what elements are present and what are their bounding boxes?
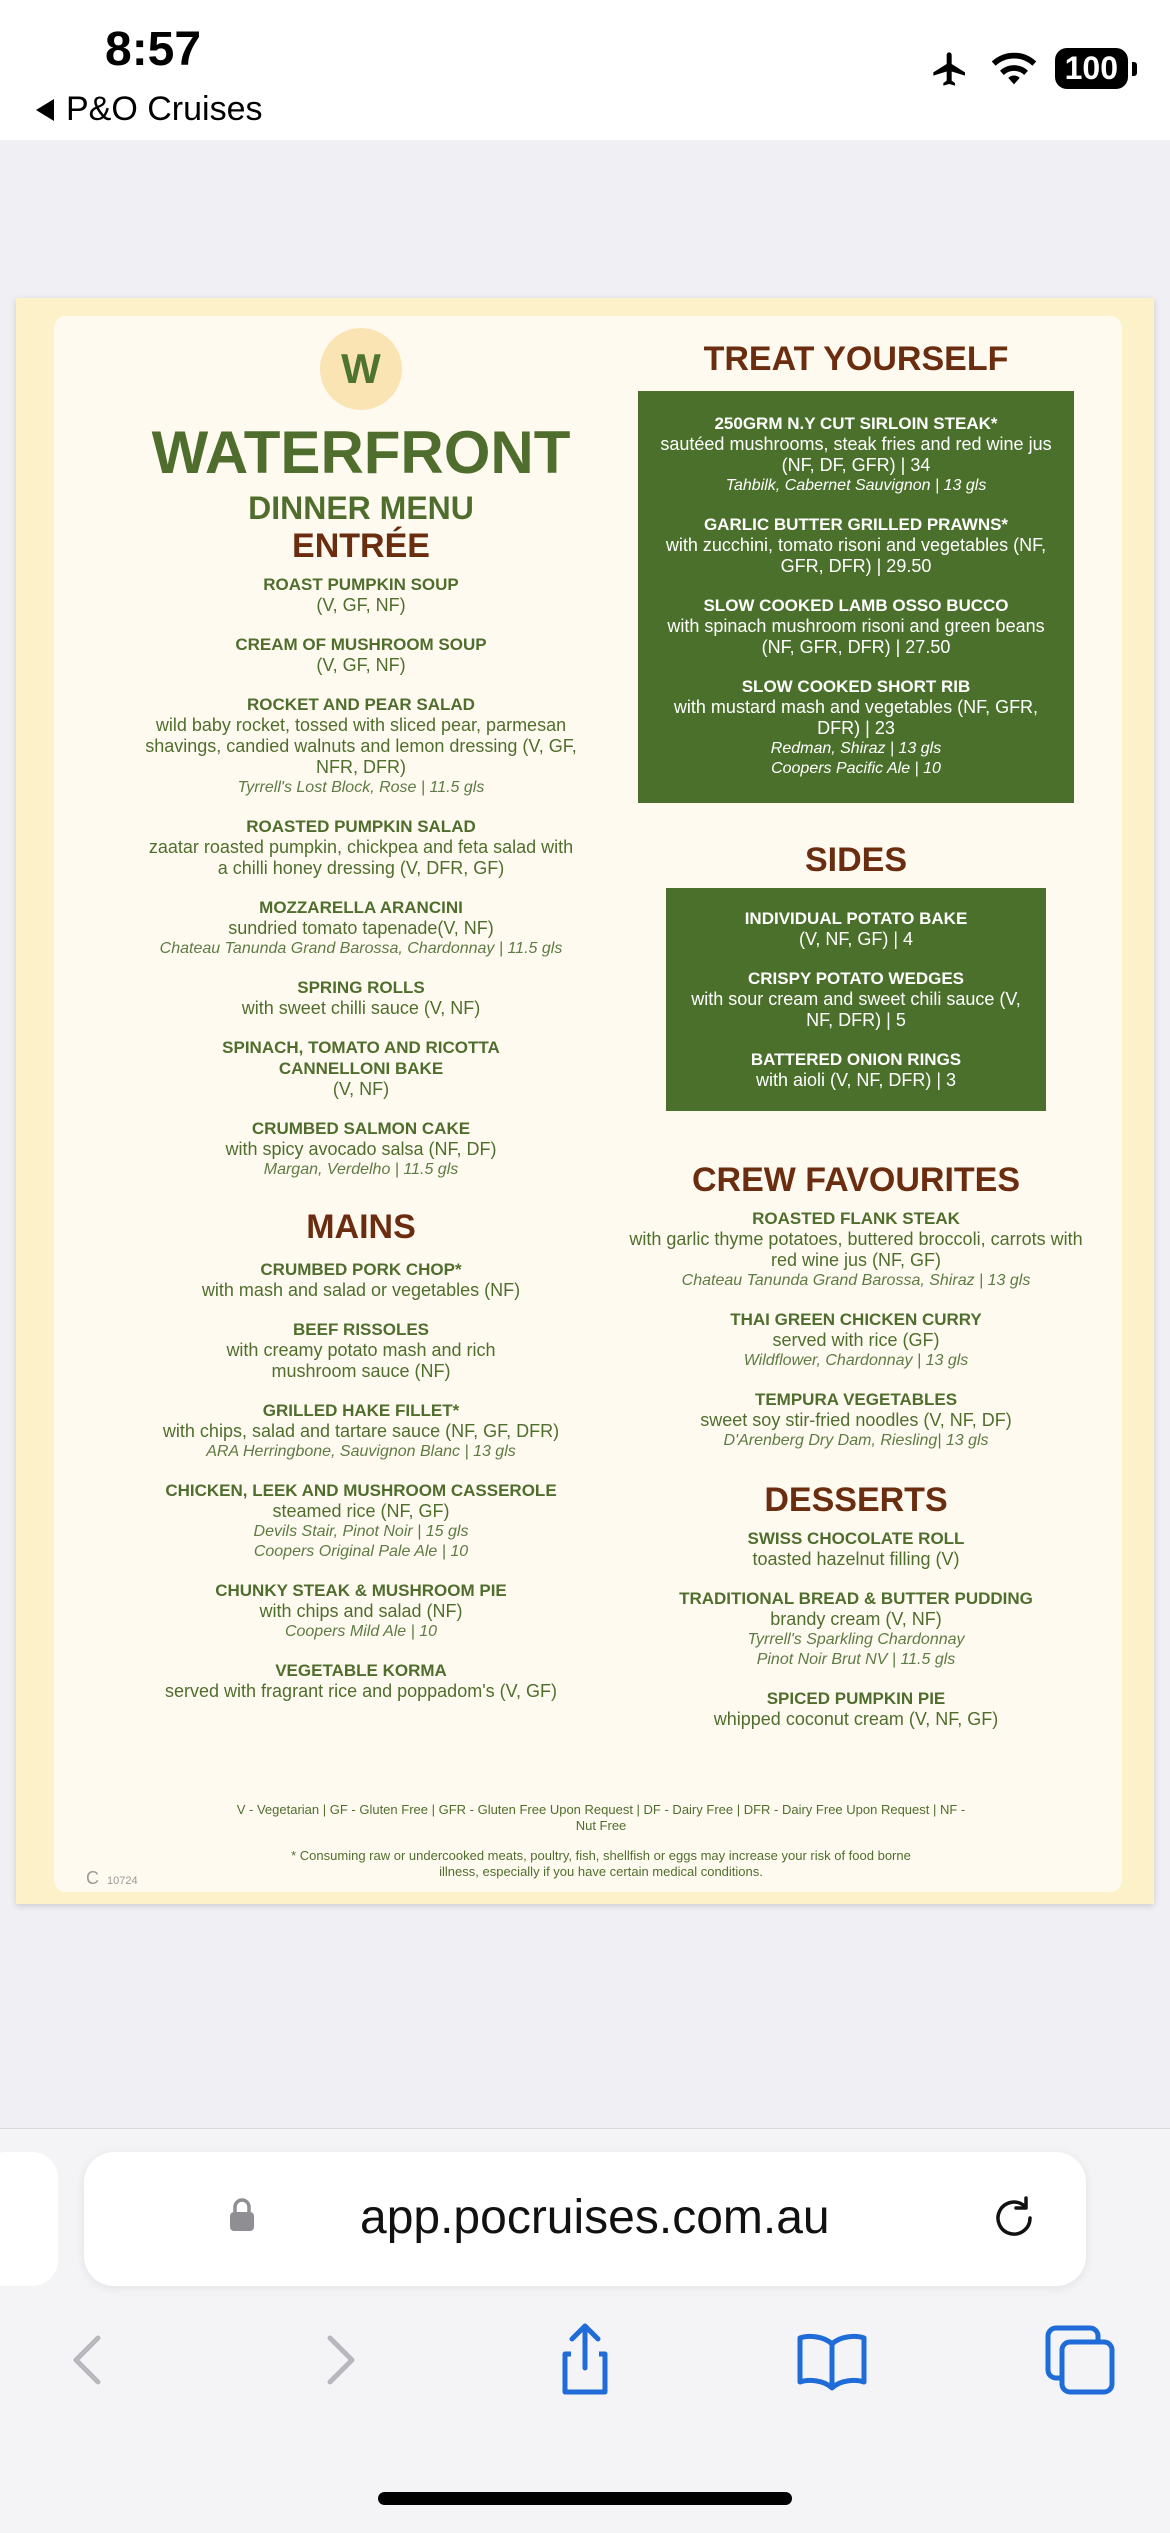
desserts-heading: DESSERTS [764, 1481, 948, 1519]
menu-item [76, 1118, 646, 1180]
menu-item [626, 1588, 1086, 1670]
treat-box [638, 391, 1074, 803]
wine-pairing: Tyrrell's Sparkling Chardonnay [747, 1631, 965, 1648]
menu-code-letter: C [86, 1868, 99, 1888]
item-name: CRUMBED SALMON CAKE [251, 1119, 471, 1138]
menu-item [626, 1208, 1086, 1291]
wine-pairing: Wildflower, Chardonnay | 13 gls [743, 1352, 969, 1369]
item-desc: with mash and salad or vegetables (NF) [201, 1280, 521, 1300]
item-desc: steamed rice (NF, GF) [272, 1501, 450, 1521]
sides-heading: SIDES [804, 841, 908, 879]
item-name: CRUMBED PORK CHOP* [260, 1260, 462, 1279]
back-app-label: P&O Cruises [66, 90, 263, 128]
bookmarks-icon[interactable] [792, 2320, 872, 2400]
menu-item [76, 1580, 646, 1642]
menu-code-number: 10724 [107, 1875, 138, 1887]
item-desc: with spicy avocado salsa (NF, DF) [225, 1139, 497, 1159]
wifi-icon [991, 51, 1037, 87]
menu-item [76, 1480, 646, 1562]
wine-pairing: ARA Herringbone, Sauvignon Blanc | 13 gls [206, 1443, 516, 1460]
item-name: CRISPY POTATO WEDGES [748, 969, 964, 988]
battery-indicator: 100 [1055, 48, 1128, 89]
item-name: GRILLED HAKE FILLET* [262, 1401, 460, 1420]
item-desc: (V, GF, NF) [316, 595, 406, 615]
item-desc: (V, NF) [332, 1079, 390, 1099]
forward-icon[interactable] [300, 2320, 380, 2400]
item-name: SPRING ROLLS [297, 978, 425, 997]
treat-heading: TREAT YOURSELF [703, 340, 1009, 378]
mains-heading: MAINS [306, 1208, 416, 1246]
menu-image [16, 298, 1154, 1904]
status-bar [0, 0, 1170, 140]
item-name: SPICED PUMPKIN PIE [766, 1689, 946, 1708]
item-name: SLOW COOKED LAMB OSSO BUCCO [703, 596, 1009, 615]
item-desc: with chips and salad (NF) [259, 1601, 463, 1621]
item-name: CHUNKY STEAK & MUSHROOM PIE [215, 1581, 507, 1600]
item-name: TRADITIONAL BREAD & BUTTER PUDDING [679, 1589, 1033, 1608]
menu-item [76, 574, 646, 616]
menu-item [658, 413, 1054, 496]
item-name: CREAM OF MUSHROOM SOUP [235, 635, 487, 654]
item-desc: with zucchini, tomato risoni and vegetables (NF, GFR, DFR) | 29.50 [665, 535, 1047, 576]
item-desc: with chips, salad and tartare sauce (NF, GF, DFR) [162, 1421, 560, 1441]
menu-item [76, 897, 646, 959]
menu-item [76, 1259, 646, 1301]
item-name: SLOW COOKED SHORT RIB [741, 677, 971, 696]
waterfront-logo [320, 328, 402, 410]
wine-pairing: Tyrrell's Lost Block, Rose | 11.5 gls [237, 779, 485, 796]
wine-pairing: Devils Stair, Pinot Noir | 15 gls [253, 1523, 469, 1540]
item-name: ROCKET AND PEAR SALAD [247, 695, 475, 714]
crew-heading: CREW FAVOURITES [691, 1161, 1021, 1199]
home-indicator [378, 2492, 792, 2505]
item-desc: with sour cream and sweet chili sauce (V, NF, DFR) | 5 [691, 989, 1021, 1030]
menu-item [76, 1400, 646, 1462]
item-desc: (V, NF, GF) | 4 [798, 929, 914, 949]
item-name: ROAST PUMPKIN SOUP [263, 575, 459, 594]
menu-left-column [76, 328, 646, 1702]
beer-pairing: Coopers Pacific Ale | 10 [771, 760, 941, 777]
wine-pairing-2: Pinot Noir Brut NV | 11.5 gls [756, 1651, 956, 1668]
menu-item [76, 1319, 646, 1382]
menu-item [626, 1389, 1086, 1451]
menu-item [676, 1049, 1036, 1091]
menu-item [676, 908, 1036, 950]
item-name: SWISS CHOCOLATE ROLL [747, 1529, 965, 1548]
back-triangle-icon [36, 99, 54, 121]
item-desc: sundried tomato tapenade(V, NF) [228, 918, 494, 938]
item-desc: with spinach mushroom risoni and green beans (NF, GFR, DFR) | 27.50 [667, 616, 1045, 657]
item-name: CHICKEN, LEEK AND MUSHROOM CASSEROLE [165, 1481, 557, 1500]
item-desc: brandy cream (V, NF) [770, 1609, 942, 1629]
back-to-app-link[interactable] [36, 90, 263, 129]
menu-item [658, 676, 1054, 779]
logo-letter: W [341, 345, 381, 392]
menu-item [626, 1309, 1086, 1371]
reload-icon[interactable] [990, 2194, 1038, 2242]
url-text[interactable]: app.pocruises.com.au [360, 2191, 830, 2244]
item-desc: wild baby rocket, tossed with sliced pear, parmesan shavings, candied walnuts and lemon dressing (V, GF, NFR, DFR) [145, 715, 577, 777]
item-desc: (V, GF, NF) [316, 655, 406, 675]
beer-pairing: Coopers Mild Ale | 10 [284, 1623, 438, 1640]
status-time: 8:57 [105, 23, 202, 76]
menu-item [76, 1037, 646, 1100]
item-name: BEEF RISSOLES [292, 1320, 430, 1339]
item-desc: with aioli (V, NF, DFR) | 3 [755, 1070, 957, 1090]
wine-pairing: Redman, Shiraz | 13 gls [770, 740, 942, 757]
item-name: TEMPURA VEGETABLES [754, 1390, 958, 1409]
menu-item [626, 1528, 1086, 1570]
item-desc: zaatar roasted pumpkin, chickpea and feta salad with a chilli honey dressing (V, DFR, GF) [148, 837, 574, 878]
airplane-icon [927, 49, 973, 89]
beer-pairing: Coopers Original Pale Ale | 10 [253, 1543, 469, 1560]
previous-tab-preview[interactable] [0, 2152, 58, 2286]
status-icons [927, 48, 1128, 89]
item-name: ROASTED FLANK STEAK [752, 1209, 960, 1228]
item-desc: with mustard mash and vegetables (NF, GFR, DFR) | 23 [673, 697, 1039, 738]
item-name: VEGETABLE KORMA [275, 1661, 447, 1680]
menu-right-column [626, 340, 1086, 1730]
item-name: INDIVIDUAL POTATO BAKE [744, 909, 968, 928]
menu-item [76, 977, 646, 1019]
menu-item [76, 1660, 646, 1702]
wine-pairing: Chateau Tanunda Grand Barossa, Chardonnay | 11.5 gls [159, 940, 563, 957]
menu-item [76, 634, 646, 676]
menu-code [86, 1868, 138, 1889]
dietary-legend: V - Vegetarian | GF - Gluten Free | GFR - Gluten Free Upon Request | DF - Dairy Free | DFR - Dairy Free Upon Request | NF - Nut Free [236, 1802, 966, 1833]
item-desc: sautéed mushrooms, steak fries and red wine jus (NF, DF, GFR) | 34 [660, 434, 1052, 475]
item-name: SPINACH, TOMATO AND RICOTTA CANNELLONI BAKE [222, 1038, 500, 1078]
back-icon[interactable] [48, 2320, 128, 2400]
share-icon[interactable] [545, 2320, 625, 2400]
item-desc: with garlic thyme potatoes, buttered broccoli, carrots with red wine jus (NF, GF) [629, 1229, 1083, 1270]
menu-item [76, 694, 646, 798]
item-name: THAI GREEN CHICKEN CURRY [730, 1310, 982, 1329]
lock-icon [228, 2198, 256, 2232]
menu-subtitle: DINNER MENU [248, 490, 474, 526]
menu-footnotes [76, 1802, 1126, 1880]
item-name: ROASTED PUMPKIN SALAD [246, 817, 476, 836]
menu-title: WATERFRONT [151, 419, 571, 486]
wine-pairing: Chateau Tanunda Grand Barossa, Shiraz | 13 gls [681, 1272, 1031, 1289]
item-desc: with sweet chilli sauce (V, NF) [241, 998, 481, 1018]
wine-pairing: D'Arenberg Dry Dam, Riesling| 13 gls [723, 1432, 989, 1449]
item-name: MOZZARELLA ARANCINI [259, 898, 463, 917]
browser-toolbar [0, 2320, 1170, 2400]
item-name: GARLIC BUTTER GRILLED PRAWNS* [703, 515, 1009, 534]
menu-item [76, 816, 646, 879]
item-desc: whipped coconut cream (V, NF, GF) [713, 1709, 999, 1729]
item-desc: with creamy potato mash and rich mushroom sauce (NF) [226, 1340, 496, 1381]
item-desc: served with rice (GF) [772, 1330, 940, 1350]
menu-item [658, 514, 1054, 577]
entree-heading: ENTRÉE [292, 527, 430, 565]
sides-box [666, 888, 1046, 1111]
food-safety-disclaimer: * Consuming raw or undercooked meats, poultry, fish, shellfish or eggs may increase your risk of food borne illness, especially if you have certain medical conditions. [291, 1848, 911, 1879]
wine-pairing: Tahbilk, Cabernet Sauvignon | 13 gls [725, 477, 987, 494]
wine-pairing: Margan, Verdelho | 11.5 gls [263, 1161, 459, 1178]
item-desc: toasted hazelnut filling (V) [752, 1549, 960, 1569]
item-desc: sweet soy stir-fried noodles (V, NF, DF) [700, 1410, 1012, 1430]
menu-item [658, 595, 1054, 658]
menu-item [676, 968, 1036, 1031]
tabs-icon[interactable] [1040, 2320, 1120, 2400]
item-desc: served with fragrant rice and poppadom's (V, GF) [165, 1681, 557, 1701]
item-name: 250GRM N.Y CUT SIRLOIN STEAK* [714, 414, 998, 433]
item-name: BATTERED ONION RINGS [750, 1050, 962, 1069]
menu-item [626, 1688, 1086, 1730]
